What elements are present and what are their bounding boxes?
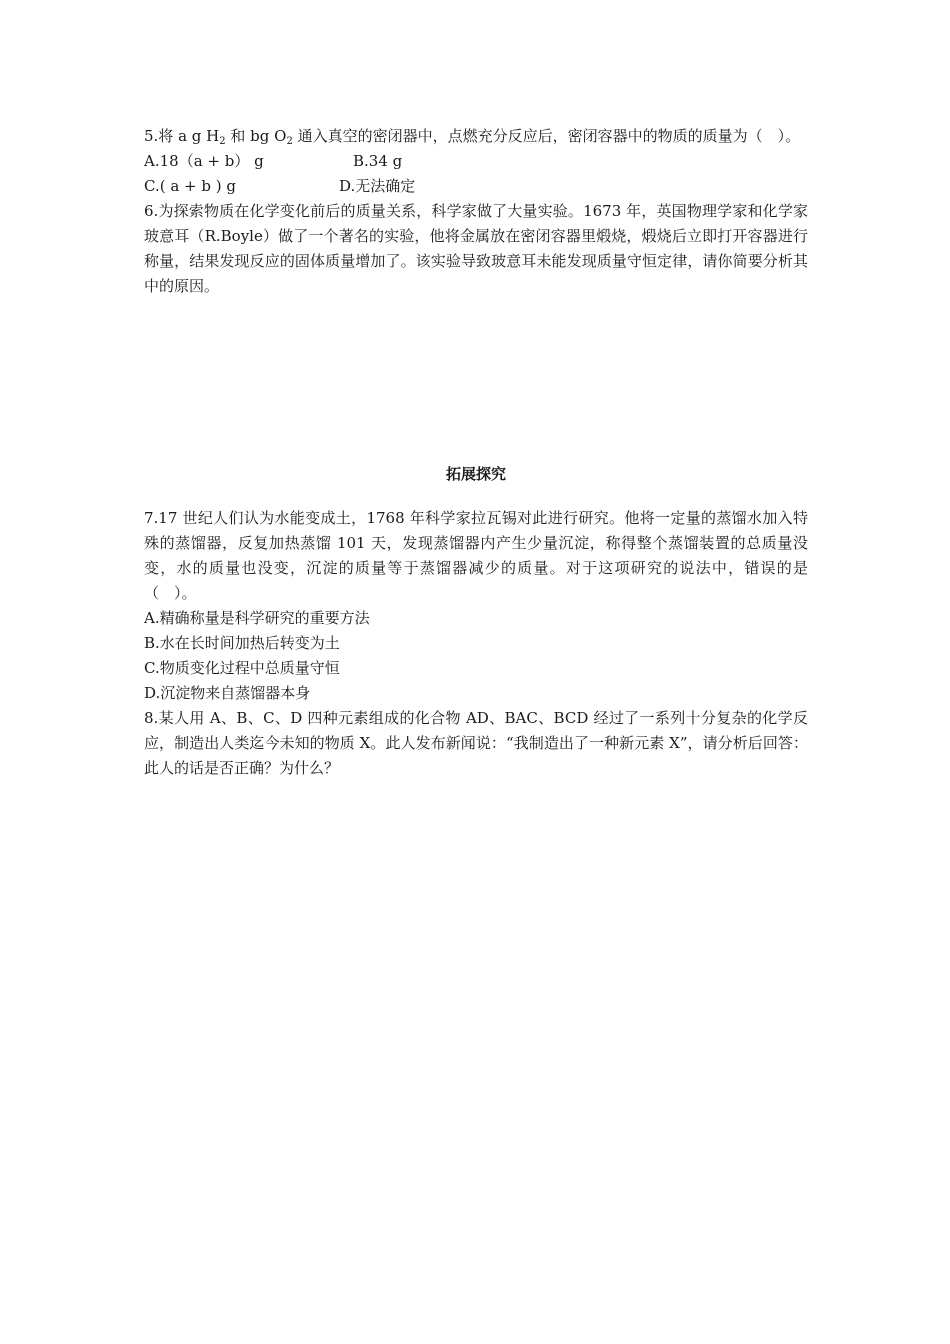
q7-option-c: C.物质变化过程中总质量守恒 (144, 659, 340, 677)
q7-option-d: D.沉淀物来自蒸馏器本身 (144, 684, 311, 702)
question-6: 6.为探索物质在化学变化前后的质量关系，科学家做了大量实验。1673 年，英国物理学家和化学家玻意耳（R.Boyle）做了一个著名的实验，他将金属放在密闭容器里煅烧，煅烧后立即打开容器进行称量，结果发现反应的固体质量增加了。该实验导致玻意耳未能发现质量守恒定律，请你简要分析其中的原因。 (144, 202, 808, 295)
question-8: 8.某人用 A、B、C、D 四种元素组成的化合物 AD、BAC、BCD 经过了一系列十分复杂的化学反应，制造出人类迄今未知的物质 X。此人发布新闻说：“我制造出了一种新元素 X”，请分析后回答：此人的话是否正确？为什么？ (144, 709, 808, 777)
h2-subscript: 2 (219, 136, 226, 147)
q5-option-d: D.无法确定 (339, 177, 416, 195)
q5-stem-part2: 和 bg O (225, 127, 287, 145)
q5-options-row-1 (144, 149, 808, 174)
section-gap (144, 487, 808, 506)
question-5-stem (144, 124, 808, 149)
q5-option-b: B.34 g (353, 152, 403, 170)
q7-option-b: B.水在长时间加热后转变为土 (144, 634, 340, 652)
q5-stem-part1: 5.将 a g H (144, 127, 220, 145)
q7-option-a: A.精确称量是科学研究的重要方法 (144, 609, 370, 627)
section-title: 拓展探究 (445, 465, 506, 483)
q5-options-row-2 (144, 174, 808, 199)
q5-option-c: C.( a + b ) g (144, 177, 236, 195)
document-content (144, 124, 808, 781)
question-7-stem: 7.17 世纪人们认为水能变成土，1768 年科学家拉瓦锡对此进行研究。他将一定量的蒸馏水加入特殊的蒸馏器，反复加热蒸馏 101 天，发现蒸馏器内产生少量沉淀，称得整个蒸馏装置的总质量没变，水的质量也没变，沉淀的质量等于蒸馏器减少的质量。对于这项研究的说法中，错误的是（ ）。 (144, 509, 808, 602)
answer-space (144, 299, 808, 462)
o2-subscript: 2 (286, 136, 293, 147)
q5-option-a: A.18（a + b） g (144, 152, 264, 170)
q5-stem-part3: 通入真空的密闭器中，点燃充分反应后，密闭容器中的物质的质量为（ ）。 (292, 127, 801, 145)
